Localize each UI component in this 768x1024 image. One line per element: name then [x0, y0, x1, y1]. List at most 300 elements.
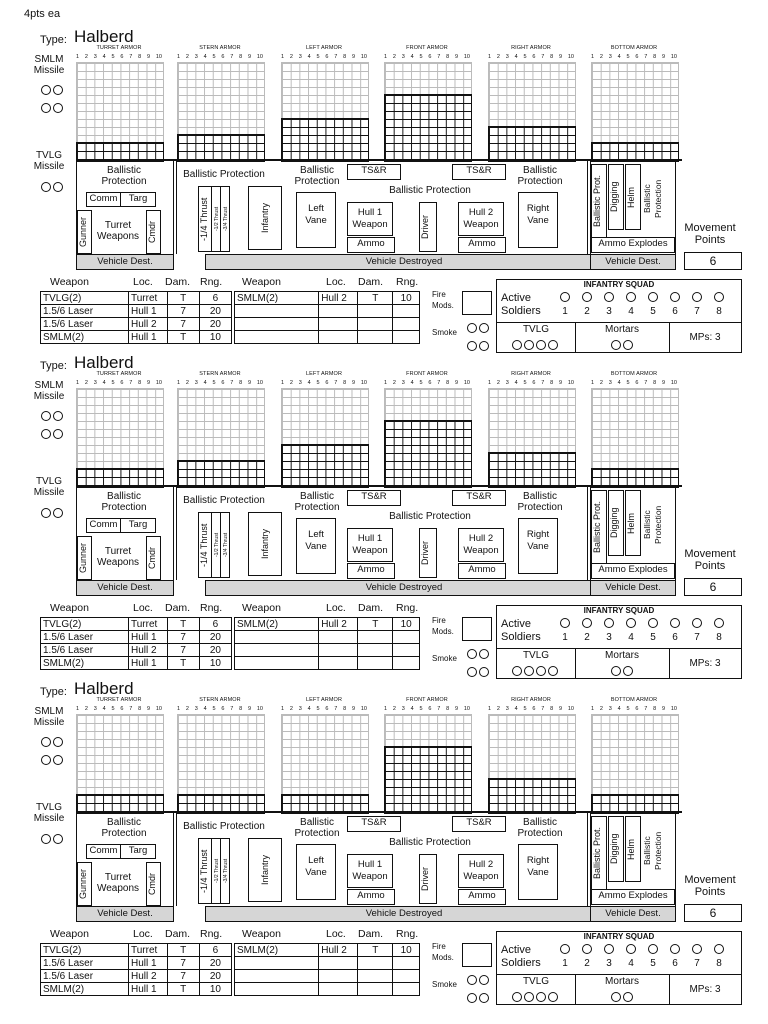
- armor-column-number: 6: [635, 54, 639, 60]
- weapon-cell: [393, 970, 420, 983]
- weapon-row[interactable]: [41, 292, 232, 305]
- cmdr-box[interactable]: Cmdr: [146, 210, 161, 254]
- missile-circle[interactable]: [53, 508, 63, 518]
- soldier-circle[interactable]: [604, 944, 614, 954]
- left-armor-header: LEFT ARMOR: [305, 697, 343, 703]
- hull2-ammo-box[interactable]: Ammo: [458, 889, 506, 905]
- type-label: Type:: [40, 34, 67, 46]
- soldier-circle[interactable]: [648, 618, 658, 628]
- ammo-explodes-box[interactable]: Ammo Explodes: [591, 563, 675, 579]
- bottom-vehicle-dest[interactable]: Vehicle Dest.: [590, 254, 676, 270]
- missile-circle[interactable]: [41, 429, 51, 439]
- armor-column-number: 7: [437, 706, 441, 712]
- cmdr-box[interactable]: Cmdr: [146, 536, 161, 580]
- armor-column-number: 8: [550, 706, 554, 712]
- missile-circle[interactable]: [53, 411, 63, 421]
- squad-tvlg-tracker[interactable]: [511, 989, 559, 1007]
- soldier-circle[interactable]: [692, 618, 702, 628]
- armor-column-number: 1: [488, 380, 492, 386]
- smoke-circle[interactable]: [467, 993, 477, 1003]
- stern-armor-numbers: [177, 54, 263, 60]
- helm-box[interactable]: Helm: [625, 490, 641, 556]
- armor-column-number: 6: [532, 380, 536, 386]
- soldier-number: 3: [606, 958, 612, 969]
- weapon-row[interactable]: [41, 631, 232, 644]
- targ-box[interactable]: Targ: [120, 192, 156, 207]
- soldier-slot[interactable]: [713, 292, 725, 318]
- fire-mods-box[interactable]: [462, 617, 492, 641]
- stern-armor-track[interactable]: [177, 134, 265, 162]
- soldier-slot[interactable]: [691, 618, 703, 644]
- smlm-missile-label: SMLM Missile: [33, 706, 65, 728]
- weapon-row[interactable]: [41, 970, 232, 983]
- targ-box[interactable]: Targ: [120, 844, 156, 859]
- armor-column-number: 7: [541, 706, 545, 712]
- soldier-slot[interactable]: [647, 292, 659, 318]
- weapon-cell: 6: [199, 292, 231, 305]
- weapon-row[interactable]: [41, 618, 232, 631]
- mortar-circle[interactable]: [623, 992, 633, 1002]
- smlm-missile-tracker[interactable]: [40, 82, 66, 118]
- half-thrust-box[interactable]: -1/2 Thrust: [211, 838, 221, 904]
- weapon-cell: [358, 983, 393, 996]
- weapon-cell: Hull 1: [128, 983, 167, 996]
- stern-armor-grid[interactable]: [177, 62, 265, 136]
- bottom-armor-grid[interactable]: [591, 388, 679, 470]
- armor-column-number: 2: [599, 706, 603, 712]
- weapon-row[interactable]: [41, 318, 232, 331]
- smoke-circle[interactable]: [479, 993, 489, 1003]
- soldier-circle[interactable]: [560, 618, 570, 628]
- weapon-cell: T: [358, 618, 393, 631]
- weapon-row[interactable]: [235, 318, 420, 331]
- bottom-ballistic-prot-box[interactable]: Ballistic Prot.: [591, 164, 607, 238]
- armor-column-number: 2: [392, 380, 396, 386]
- movement-points-value[interactable]: 6: [684, 904, 742, 922]
- helm-box[interactable]: Helm: [625, 816, 641, 882]
- hull1-weapon-box[interactable]: Hull 1 Weapon: [347, 528, 393, 562]
- hull1-ammo-box[interactable]: Ammo: [347, 237, 395, 253]
- comm-box[interactable]: Comm: [86, 192, 121, 207]
- hull-vehicle-destroyed[interactable]: Vehicle Destroyed: [205, 906, 603, 922]
- driver-box[interactable]: Driver: [419, 854, 437, 904]
- right-armor-track[interactable]: [488, 126, 576, 162]
- armor-column-number: 4: [307, 706, 311, 712]
- armor-column-number: 9: [147, 380, 151, 386]
- gunner-box[interactable]: Gunner: [77, 536, 92, 580]
- soldier-circle[interactable]: [670, 944, 680, 954]
- left-armor-grid[interactable]: [281, 62, 369, 120]
- digging-box[interactable]: Digging: [608, 164, 624, 230]
- half-thrust-box[interactable]: -1/2 Thrust: [211, 512, 221, 578]
- armor-column-number: 9: [455, 54, 459, 60]
- soldier-slot[interactable]: [669, 292, 681, 318]
- infantry-box[interactable]: Infantry: [248, 512, 282, 576]
- targ-box[interactable]: Targ: [120, 518, 156, 533]
- front-armor-grid[interactable]: [384, 714, 472, 748]
- armor-column-number: 2: [392, 54, 396, 60]
- front-armor-grid[interactable]: [384, 388, 472, 422]
- soldier-slot[interactable]: [603, 618, 615, 644]
- hull1-ammo-box[interactable]: Ammo: [347, 889, 395, 905]
- missile-circle[interactable]: [53, 834, 63, 844]
- weapon-row[interactable]: [235, 292, 420, 305]
- stern-armor-header: STERN ARMOR: [199, 697, 241, 703]
- armor-column-number: 4: [102, 380, 106, 386]
- tvlg-circle[interactable]: [512, 992, 522, 1002]
- soldier-slot[interactable]: [581, 292, 593, 318]
- armor-column-number: 3: [505, 706, 509, 712]
- front-armor-track[interactable]: [384, 420, 472, 488]
- missile-circle[interactable]: [41, 737, 51, 747]
- armor-column-number: 2: [185, 706, 189, 712]
- hull1-ammo-box[interactable]: Ammo: [347, 563, 395, 579]
- turret-vehicle-dest[interactable]: Vehicle Dest.: [76, 580, 174, 596]
- bottom-armor-header: BOTTOM ARMOR: [610, 697, 658, 703]
- stern-armor-track[interactable]: [177, 460, 265, 488]
- armor-column-number: 10: [463, 54, 470, 60]
- soldier-circle[interactable]: [582, 618, 592, 628]
- cmdr-box[interactable]: Cmdr: [146, 862, 161, 906]
- right-armor-header: RIGHT ARMOR: [511, 697, 551, 703]
- stern-armor-grid[interactable]: [177, 388, 265, 462]
- weapon-row[interactable]: [41, 644, 232, 657]
- quarter-thrust-box[interactable]: -1/4 Thrust: [198, 838, 212, 904]
- squad-mortars-tracker[interactable]: [610, 989, 634, 1007]
- soldier-circle[interactable]: [582, 292, 592, 302]
- half-thrust-box[interactable]: -1/2 Thrust: [211, 186, 221, 252]
- soldier-slot[interactable]: [603, 292, 615, 318]
- quarter-thrust-box[interactable]: -1/4 Thrust: [198, 512, 212, 578]
- gunner-box[interactable]: Gunner: [77, 862, 92, 906]
- armor-column-number: 1: [76, 706, 80, 712]
- soldier-slot[interactable]: [559, 292, 571, 318]
- weapons-table-right: [234, 943, 420, 996]
- soldier-circle[interactable]: [648, 944, 658, 954]
- armor-column-number: 6: [325, 54, 329, 60]
- weapon-cell: [319, 644, 358, 657]
- hull-vehicle-destroyed[interactable]: Vehicle Destroyed: [205, 254, 603, 270]
- soldier-circle[interactable]: [692, 944, 702, 954]
- weapon-cell: T: [358, 292, 393, 305]
- bottom-ballistic-protection: Ballistic Protection: [642, 505, 663, 545]
- soldier-slot[interactable]: [581, 618, 593, 644]
- fire-mods-box[interactable]: [462, 291, 492, 315]
- left-vane-box[interactable]: Left Vane: [296, 192, 336, 248]
- movement-points-label: Movement Points: [684, 874, 736, 898]
- dam-header: Dam.: [165, 928, 191, 940]
- bottom-vehicle-dest[interactable]: Vehicle Dest.: [590, 580, 676, 596]
- movement-points-value[interactable]: 6: [684, 578, 742, 596]
- missile-circle[interactable]: [41, 755, 51, 765]
- weapons-table-left: [40, 291, 232, 344]
- hull1-weapon-box[interactable]: Hull 1 Weapon: [347, 202, 393, 236]
- dam-header: Dam.: [165, 602, 191, 614]
- soldier-slot[interactable]: [625, 618, 637, 644]
- hull2-weapon-box[interactable]: Hull 2 Weapon: [458, 202, 504, 236]
- soldier-number: 4: [628, 306, 634, 317]
- weapon-cell: 10: [393, 944, 420, 957]
- armor-column-number: 10: [567, 380, 574, 386]
- missile-circle[interactable]: [53, 755, 63, 765]
- left-armor-track[interactable]: [281, 118, 369, 162]
- dam-header: Dam.: [165, 276, 191, 288]
- turret-armor-grid[interactable]: [76, 62, 164, 144]
- front-armor-track[interactable]: [384, 94, 472, 162]
- weapon-row[interactable]: [41, 944, 232, 957]
- soldier-number: 6: [672, 958, 678, 969]
- missile-circle[interactable]: [41, 834, 51, 844]
- driver-box[interactable]: Driver: [419, 202, 437, 252]
- armor-column-number: 7: [129, 380, 133, 386]
- infantry-box[interactable]: Infantry: [248, 838, 282, 902]
- armor-column-number: 6: [120, 54, 124, 60]
- three-quarter-thrust-box[interactable]: -3/4 Thrust: [220, 838, 230, 904]
- armor-column-number: 5: [523, 54, 527, 60]
- fire-mods-label: Fire Mods.: [432, 616, 454, 636]
- soldier-slot[interactable]: [647, 618, 659, 644]
- helm-box[interactable]: Helm: [625, 164, 641, 230]
- armor-column-number: 3: [298, 54, 302, 60]
- missile-circle[interactable]: [53, 85, 63, 95]
- soldier-circle[interactable]: [714, 944, 724, 954]
- armor-column-number: 3: [194, 54, 198, 60]
- weapon-row[interactable]: [41, 957, 232, 970]
- hull-ballistic-left: Ballistic Protection: [183, 169, 265, 180]
- weapon-row[interactable]: [235, 983, 420, 996]
- armor-column-number: 3: [401, 380, 405, 386]
- right-vane-box[interactable]: Right Vane: [518, 192, 558, 248]
- driver-box[interactable]: Driver: [419, 528, 437, 578]
- weapon-row[interactable]: [41, 983, 232, 996]
- turret-weapons-label: Turret Weapons: [96, 220, 140, 242]
- left-armor-track[interactable]: [281, 444, 369, 488]
- turret-vehicle-dest[interactable]: Vehicle Dest.: [76, 254, 174, 270]
- right-armor-track[interactable]: [488, 778, 576, 814]
- tvlg-missile-label: TVLG Missile: [33, 476, 65, 498]
- armor-column-number: 3: [298, 380, 302, 386]
- weapons-table-right: [234, 617, 420, 670]
- right-armor-grid[interactable]: [488, 62, 576, 128]
- soldier-slot[interactable]: [559, 618, 571, 644]
- soldier-slot[interactable]: [691, 292, 703, 318]
- three-quarter-thrust-box[interactable]: -3/4 Thrust: [220, 512, 230, 578]
- soldier-slot[interactable]: [625, 292, 637, 318]
- hull2-weapon-box[interactable]: Hull 2 Weapon: [458, 854, 504, 888]
- weapon-cell: TVLG(2): [41, 944, 129, 957]
- turret-armor-grid[interactable]: [76, 714, 164, 796]
- quarter-thrust-box[interactable]: -1/4 Thrust: [198, 186, 212, 252]
- turret-armor-grid[interactable]: [76, 388, 164, 470]
- hull2-ammo-box[interactable]: Ammo: [458, 237, 506, 253]
- weapon-cell: Hull 1: [128, 305, 167, 318]
- armor-column-number: 2: [599, 54, 603, 60]
- smoke-circle[interactable]: [467, 975, 477, 985]
- bottom-ballistic-prot-box[interactable]: Ballistic Prot.: [591, 816, 607, 890]
- weapon-cell: 20: [199, 970, 231, 983]
- left-armor-grid[interactable]: [281, 714, 369, 796]
- weapon-row[interactable]: [235, 970, 420, 983]
- smoke-circle[interactable]: [467, 323, 477, 333]
- tsr-left-box[interactable]: TS&R: [347, 816, 401, 832]
- smoke-circle[interactable]: [479, 975, 489, 985]
- hull1-weapon-box[interactable]: Hull 1 Weapon: [347, 854, 393, 888]
- hull-vehicle-destroyed[interactable]: Vehicle Destroyed: [205, 580, 603, 596]
- soldier-circle[interactable]: [582, 944, 592, 954]
- soldier-slot[interactable]: [691, 944, 703, 970]
- smoke-tracker[interactable]: [466, 972, 492, 1008]
- smoke-circle[interactable]: [479, 649, 489, 659]
- tvlg-missile-tracker[interactable]: [40, 179, 66, 197]
- missile-circle[interactable]: [41, 85, 51, 95]
- tsr-right-box[interactable]: TS&R: [452, 164, 506, 180]
- weapon-row[interactable]: [235, 631, 420, 644]
- soldier-circle[interactable]: [626, 944, 636, 954]
- soldier-circle[interactable]: [714, 618, 724, 628]
- soldier-circle[interactable]: [604, 618, 614, 628]
- smlm-missile-tracker[interactable]: [40, 408, 66, 444]
- weapon-cell: [235, 644, 319, 657]
- weapon-cell: [393, 983, 420, 996]
- armor-column-number: 9: [455, 706, 459, 712]
- weapon-header: Weapon: [50, 276, 89, 288]
- weapon-row[interactable]: [235, 944, 420, 957]
- soldier-circle[interactable]: [648, 292, 658, 302]
- missile-circle[interactable]: [41, 508, 51, 518]
- armor-column-number: 10: [256, 380, 263, 386]
- turret-vehicle-dest[interactable]: Vehicle Dest.: [76, 906, 174, 922]
- soldier-slot[interactable]: [713, 618, 725, 644]
- infantry-box[interactable]: Infantry: [248, 186, 282, 250]
- soldier-circle[interactable]: [714, 292, 724, 302]
- weapon-cell: T: [167, 983, 199, 996]
- left-vane-box[interactable]: Left Vane: [296, 518, 336, 574]
- tvlg-circle[interactable]: [548, 992, 558, 1002]
- three-quarter-thrust-box[interactable]: -3/4 Thrust: [220, 186, 230, 252]
- rng-header: Rng.: [396, 276, 419, 288]
- soldier-slot[interactable]: [581, 944, 593, 970]
- soldier-slot[interactable]: [713, 944, 725, 970]
- turret-weapons-label: Turret Weapons: [96, 872, 140, 894]
- missile-circle[interactable]: [53, 103, 63, 113]
- soldier-circle[interactable]: [626, 618, 636, 628]
- weapon-row[interactable]: [235, 644, 420, 657]
- soldier-number: 3: [606, 306, 612, 317]
- soldier-slot[interactable]: [625, 944, 637, 970]
- tsr-right-box[interactable]: TS&R: [452, 490, 506, 506]
- hull2-ammo-box[interactable]: Ammo: [458, 563, 506, 579]
- right-armor-track[interactable]: [488, 452, 576, 488]
- soldier-circle[interactable]: [560, 944, 570, 954]
- missile-circle[interactable]: [53, 737, 63, 747]
- armor-column-number: 2: [599, 380, 603, 386]
- missile-circle[interactable]: [53, 182, 63, 192]
- left-armor-grid[interactable]: [281, 388, 369, 446]
- movement-points-value[interactable]: 6: [684, 252, 742, 270]
- mortar-circle[interactable]: [611, 992, 621, 1002]
- soldier-slot[interactable]: [603, 944, 615, 970]
- armor-column-number: 8: [343, 706, 347, 712]
- weapon-cell: Hull 1: [128, 631, 167, 644]
- armor-column-number: 6: [120, 706, 124, 712]
- soldier-slot[interactable]: [559, 944, 571, 970]
- right-vane-box[interactable]: Right Vane: [518, 518, 558, 574]
- armor-column-number: 10: [567, 54, 574, 60]
- stern-armor-grid[interactable]: [177, 714, 265, 796]
- tsr-right-box[interactable]: TS&R: [452, 816, 506, 832]
- soldier-slot[interactable]: [647, 944, 659, 970]
- comm-box[interactable]: Comm: [86, 844, 121, 859]
- soldier-circle[interactable]: [670, 618, 680, 628]
- armor-column-number: 10: [155, 54, 162, 60]
- bottom-vehicle-dest[interactable]: Vehicle Dest.: [590, 906, 676, 922]
- smoke-circle[interactable]: [467, 649, 477, 659]
- hull2-weapon-box[interactable]: Hull 2 Weapon: [458, 528, 504, 562]
- hull-ballistic-left: Ballistic Protection: [183, 821, 265, 832]
- tvlg-missile-tracker[interactable]: [40, 831, 66, 849]
- ammo-explodes-box[interactable]: Ammo Explodes: [591, 889, 675, 905]
- loc-header: Loc.: [133, 928, 153, 940]
- missile-circle[interactable]: [41, 103, 51, 113]
- soldier-circle[interactable]: [626, 292, 636, 302]
- ammo-explodes-box[interactable]: Ammo Explodes: [591, 237, 675, 253]
- bottom-armor-grid[interactable]: [591, 714, 679, 796]
- front-armor-track[interactable]: [384, 746, 472, 814]
- soldier-circle[interactable]: [692, 292, 702, 302]
- tsr-left-box[interactable]: TS&R: [347, 490, 401, 506]
- digging-box[interactable]: Digging: [608, 490, 624, 556]
- weapon-row[interactable]: [235, 618, 420, 631]
- missile-circle[interactable]: [53, 429, 63, 439]
- right-armor-grid[interactable]: [488, 714, 576, 780]
- left-vane-box[interactable]: Left Vane: [296, 844, 336, 900]
- digging-box[interactable]: Digging: [608, 816, 624, 882]
- tsr-left-box[interactable]: TS&R: [347, 164, 401, 180]
- tvlg-missile-tracker[interactable]: [40, 505, 66, 523]
- armor-column-number: 7: [437, 380, 441, 386]
- front-armor-grid[interactable]: [384, 62, 472, 96]
- missile-circle[interactable]: [41, 182, 51, 192]
- stern-armor-numbers: [177, 706, 263, 712]
- soldier-circle[interactable]: [670, 292, 680, 302]
- soldier-slot[interactable]: [669, 618, 681, 644]
- armor-column-number: 2: [84, 54, 88, 60]
- smoke-circle[interactable]: [479, 323, 489, 333]
- tvlg-circle[interactable]: [536, 992, 546, 1002]
- armor-column-number: 2: [496, 54, 500, 60]
- active-soldiers-label: Active Soldiers: [501, 944, 541, 969]
- bottom-ballistic-prot-box[interactable]: Ballistic Prot.: [591, 490, 607, 564]
- weapon-row[interactable]: [235, 957, 420, 970]
- fire-mods-box[interactable]: [462, 943, 492, 967]
- soldier-number: 8: [716, 632, 722, 643]
- armor-column-number: 5: [523, 380, 527, 386]
- weapon-row[interactable]: [41, 305, 232, 318]
- weapon-row[interactable]: [235, 305, 420, 318]
- soldier-slot[interactable]: [669, 944, 681, 970]
- comm-box[interactable]: Comm: [86, 518, 121, 533]
- missile-circle[interactable]: [41, 411, 51, 421]
- bottom-armor-grid[interactable]: [591, 62, 679, 144]
- right-vane-box[interactable]: Right Vane: [518, 844, 558, 900]
- soldier-circle[interactable]: [560, 292, 570, 302]
- soldier-circle[interactable]: [604, 292, 614, 302]
- smlm-missile-tracker[interactable]: [40, 734, 66, 770]
- right-armor-grid[interactable]: [488, 388, 576, 454]
- weapon-cell: [235, 970, 319, 983]
- gunner-box[interactable]: Gunner: [77, 210, 92, 254]
- tvlg-circle[interactable]: [524, 992, 534, 1002]
